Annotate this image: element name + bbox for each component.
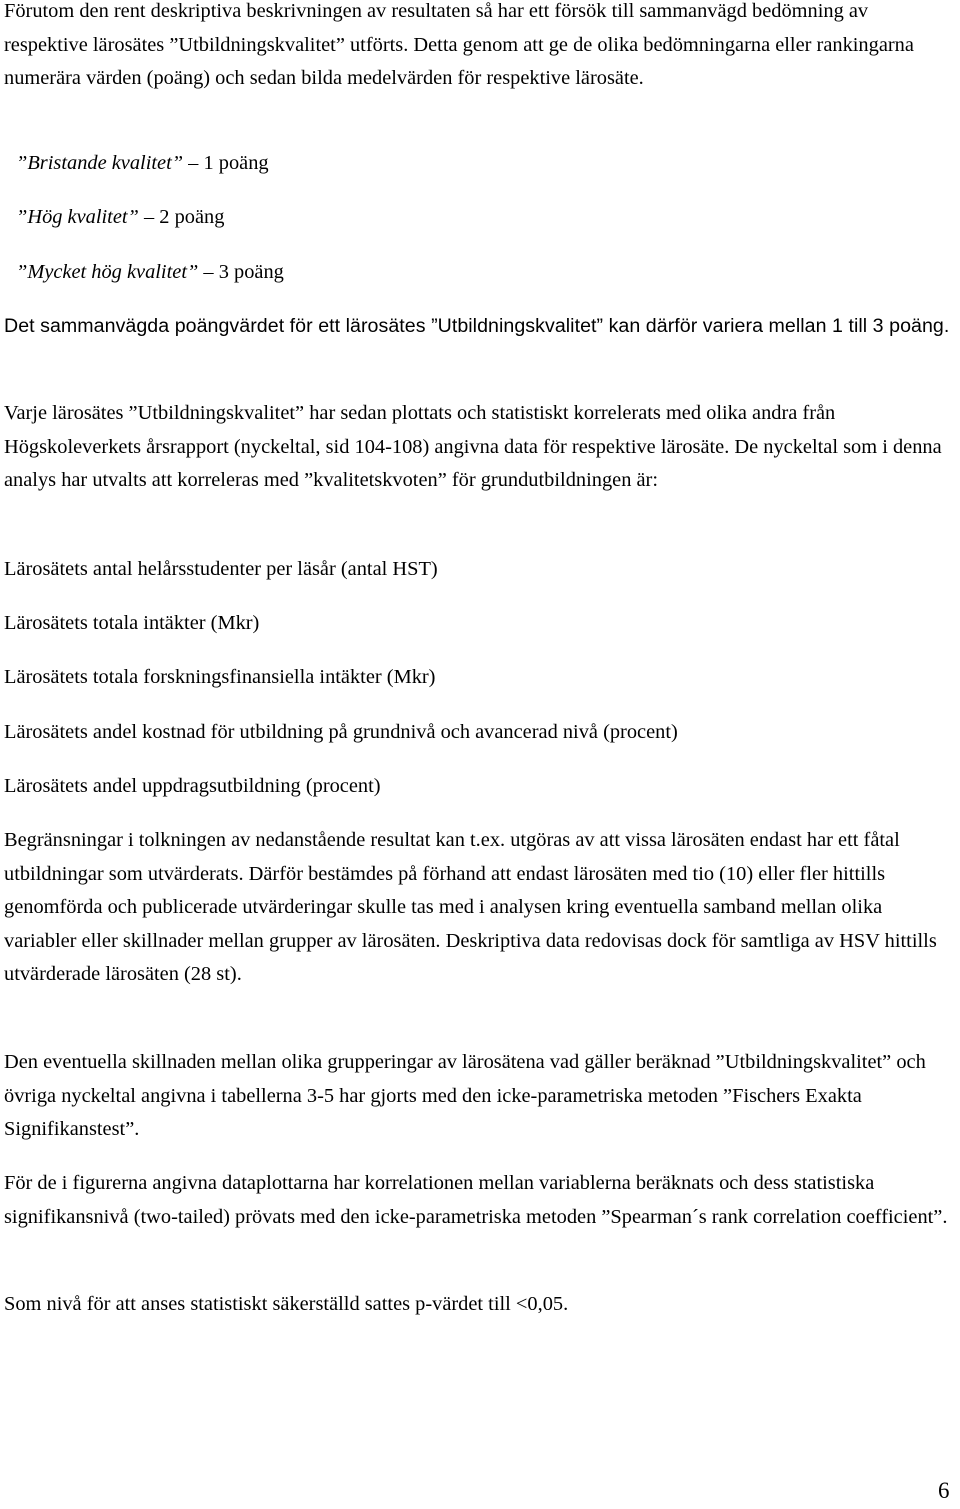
scale-item-bristande xyxy=(16,147,269,181)
document-page xyxy=(4,0,956,1509)
key-figure-item: Lärosätets totala intäkter (Mkr) xyxy=(4,612,260,634)
scale-value: – 2 poäng xyxy=(138,206,225,228)
page-number: 6 xyxy=(938,1478,950,1503)
spearman-paragraph: För de i figurerna angivna dataplottarna har korrelationen mellan variablerna beräknats och dess statistiska signifikansnivå (two-tailed) prövats med den icke-parametriska metoden ”Spearman´s rank correlation coefficient”. xyxy=(4,1172,948,1228)
scale-value: – 1 poäng xyxy=(183,152,269,174)
correlation-paragraph: Varje lärosätes ”Utbildningskvalitet” har sedan plottats och statistiskt korrelerats med olika andra från Högskoleverkets årsrapport (nyckeltal, sid 104-108) angivna data för respektive lärosäte. De nyckeltal som i denna analys har utvalts att korreleras med ”kvalitetskvoten” för grundutbildningen är: xyxy=(4,402,942,492)
key-figure-item: Lärosätets antal helårsstudenter per läsår (antal HST) xyxy=(4,558,438,580)
scale-item-hog xyxy=(16,201,224,235)
weighted-score-paragraph: Det sammanvägda poängvärdet för ett lärosätes ”Utbildningskvalitet” kan därför variera mellan 1 till 3 poäng. xyxy=(4,315,950,337)
scale-item-mycket-hog xyxy=(16,256,284,290)
key-figure-item: Lärosätets totala forskningsfinansiella intäkter (Mkr) xyxy=(4,666,436,688)
scale-label: ”Bristande kvalitet” xyxy=(16,152,184,174)
key-figure-item: Lärosätets andel uppdragsutbildning (procent) xyxy=(4,775,381,797)
fisher-test-paragraph: Den eventuella skillnaden mellan olika grupperingar av lärosätena vad gäller beräknad ”Utbildningskvalitet” och övriga nyckeltal angivna i tabellerna 3-5 har gjorts med den icke-parametriska metoden ”Fischers Exakta Signifikanstest”. xyxy=(4,1051,926,1141)
key-figure-item: Lärosätets andel kostnad för utbildning på grundnivå och avancerad nivå (procent) xyxy=(4,721,678,743)
scale-label: ”Hög kvalitet” xyxy=(16,206,139,228)
limitations-paragraph: Begränsningar i tolkningen av nedanstående resultat kan t.ex. utgöras av att vissa lärosäten endast har ett fåtal utbildningar som utvärderats. Därför bestämdes på förhand att endast lärosäten med tio (10) eller fler hittills genomförda och publicerade utvärderingar skulle tas med i analysen kring eventuella samband mellan olika variabler eller skillnader mellan grupper av lärosäten. Deskriptiva data redovisas dock för samtliga av HSV hittills utvärderade lärosäten (28 st). xyxy=(4,829,937,986)
scale-label: ”Mycket hög kvalitet” xyxy=(16,261,199,283)
scale-value: – 3 poäng xyxy=(198,261,284,283)
significance-paragraph: Som nivå för att anses statistiskt säkerställd sattes p-värdet till <0,05. xyxy=(4,1293,569,1315)
intro-paragraph: Förutom den rent deskriptiva beskrivningen av resultaten så har ett försök till sammanvägd bedömning av respektive lärosätes ”Utbildningskvalitet” utförts. Detta genom att ge de olika bedömningarna eller rankingarna numerära värden (poäng) och sedan bilda medelvärden för respektive lärosäte. xyxy=(4,0,914,90)
